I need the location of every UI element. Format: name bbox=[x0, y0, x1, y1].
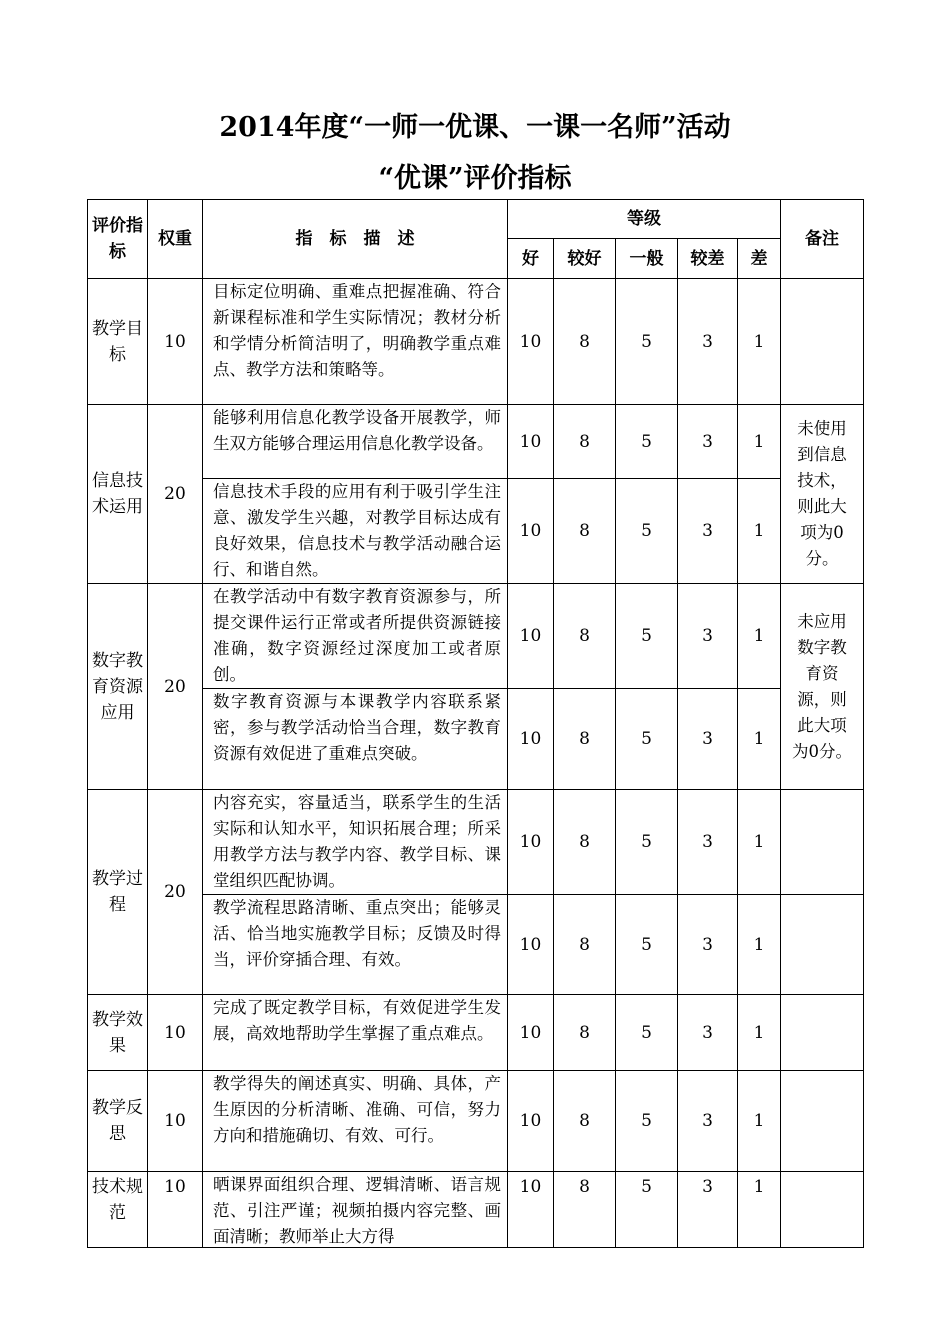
score-cell: 3 bbox=[678, 279, 738, 405]
header-level-good: 好 bbox=[508, 239, 554, 279]
score-cell: 1 bbox=[738, 689, 781, 790]
table-row bbox=[88, 1071, 864, 1172]
score-cell: 8 bbox=[554, 479, 616, 584]
score-cell: 5 bbox=[616, 1071, 678, 1172]
score-cell: 3 bbox=[678, 689, 738, 790]
table-row bbox=[88, 279, 864, 405]
description-cell: 在教学活动中有数字教育资源参与，所提交课件运行正常或者所提供资源链接准确，数字资源经过深度加工或者原创。 bbox=[203, 584, 508, 689]
table-row bbox=[88, 895, 864, 995]
table-row bbox=[88, 584, 864, 689]
remark-cell bbox=[781, 790, 864, 895]
score-cell: 3 bbox=[678, 1172, 738, 1248]
description-cell: 信息技术手段的应用有利于吸引学生注意、激发学生兴趣，对教学目标达成有良好效果，信息技术与教学活动融合运行、和谐自然。 bbox=[203, 479, 508, 584]
score-cell: 3 bbox=[678, 584, 738, 689]
remark-cell: 未使用到信息技术，则此大项为0分。 bbox=[781, 405, 864, 584]
header-level-average: 一般 bbox=[616, 239, 678, 279]
score-cell: 5 bbox=[616, 405, 678, 479]
description-cell: 教学得失的阐述真实、明确、具体，产生原因的分析清晰、准确、可信，努力方向和措施确切、有效、可行。 bbox=[203, 1071, 508, 1172]
score-cell: 8 bbox=[554, 790, 616, 895]
description-cell: 教学流程思路清晰、重点突出；能够灵活、恰当地实施教学目标；反馈及时得当，评价穿插合理、有效。 bbox=[203, 895, 508, 995]
remark-cell bbox=[781, 1071, 864, 1172]
evaluation-table bbox=[87, 199, 864, 1248]
table-row bbox=[88, 689, 864, 790]
document-subtitle: “优课”评价指标 bbox=[378, 163, 572, 194]
description-cell: 内容充实，容量适当，联系学生的生活实际和认知水平，知识拓展合理；所采用教学方法与教学内容、教学目标、课堂组织匹配协调。 bbox=[203, 790, 508, 895]
header-indicator: 评价指标 bbox=[88, 200, 148, 279]
score-cell: 8 bbox=[554, 689, 616, 790]
score-cell: 8 bbox=[554, 584, 616, 689]
score-cell: 5 bbox=[616, 584, 678, 689]
score-cell: 10 bbox=[508, 405, 554, 479]
score-cell: 10 bbox=[508, 1071, 554, 1172]
score-cell: 10 bbox=[508, 895, 554, 995]
remark-cell bbox=[781, 279, 864, 405]
description-cell: 完成了既定教学目标，有效促进学生发展，高效地帮助学生掌握了重点难点。 bbox=[203, 995, 508, 1071]
category-cell: 信息技术运用 bbox=[88, 405, 148, 584]
score-cell: 3 bbox=[678, 995, 738, 1071]
score-cell: 10 bbox=[508, 584, 554, 689]
score-cell: 1 bbox=[738, 790, 781, 895]
score-cell: 1 bbox=[738, 479, 781, 584]
weight-cell: 20 bbox=[148, 405, 203, 584]
table-row bbox=[88, 479, 864, 584]
score-cell: 5 bbox=[616, 479, 678, 584]
remark-cell bbox=[781, 895, 864, 995]
header-level-fairly-good: 较好 bbox=[554, 239, 616, 279]
score-cell: 8 bbox=[554, 279, 616, 405]
remark-cell: 未应用数字教育资源，则此大项为0分。 bbox=[781, 584, 864, 790]
weight-cell: 10 bbox=[148, 1172, 203, 1248]
table-row bbox=[88, 405, 864, 479]
score-cell: 5 bbox=[616, 279, 678, 405]
score-cell: 10 bbox=[508, 790, 554, 895]
score-cell: 1 bbox=[738, 1071, 781, 1172]
description-cell: 能够利用信息化教学设备开展教学，师生双方能够合理运用信息化教学设备。 bbox=[203, 405, 508, 479]
score-cell: 8 bbox=[554, 405, 616, 479]
weight-cell: 10 bbox=[148, 995, 203, 1071]
table-row bbox=[88, 995, 864, 1071]
score-cell: 3 bbox=[678, 479, 738, 584]
score-cell: 1 bbox=[738, 995, 781, 1071]
table-row bbox=[88, 790, 864, 895]
score-cell: 8 bbox=[554, 1172, 616, 1248]
score-cell: 8 bbox=[554, 895, 616, 995]
table-row bbox=[88, 1172, 864, 1248]
score-cell: 8 bbox=[554, 995, 616, 1071]
header-description: 指 标 描 述 bbox=[203, 200, 508, 279]
remark-cell bbox=[781, 995, 864, 1071]
category-cell: 教学过程 bbox=[88, 790, 148, 995]
category-cell: 教学反思 bbox=[88, 1071, 148, 1172]
header-weight: 权重 bbox=[148, 200, 203, 279]
score-cell: 3 bbox=[678, 405, 738, 479]
remark-cell bbox=[781, 1172, 864, 1248]
score-cell: 10 bbox=[508, 279, 554, 405]
score-cell: 5 bbox=[616, 689, 678, 790]
score-cell: 5 bbox=[616, 1172, 678, 1248]
score-cell: 10 bbox=[508, 689, 554, 790]
score-cell: 1 bbox=[738, 279, 781, 405]
score-cell: 10 bbox=[508, 995, 554, 1071]
document-title: 2014年度“一师一优课、一课一名师”活动 bbox=[219, 112, 731, 143]
score-cell: 8 bbox=[554, 1071, 616, 1172]
category-cell: 教学目标 bbox=[88, 279, 148, 405]
header-grade: 等级 bbox=[508, 200, 781, 239]
score-cell: 10 bbox=[508, 479, 554, 584]
header-remark: 备注 bbox=[781, 200, 864, 279]
weight-cell: 20 bbox=[148, 584, 203, 790]
category-cell: 技术规范 bbox=[88, 1172, 148, 1248]
category-cell: 数字教育资源应用 bbox=[88, 584, 148, 790]
category-cell: 教学效果 bbox=[88, 995, 148, 1071]
score-cell: 5 bbox=[616, 895, 678, 995]
weight-cell: 10 bbox=[148, 279, 203, 405]
score-cell: 1 bbox=[738, 895, 781, 995]
weight-cell: 20 bbox=[148, 790, 203, 995]
description-cell: 目标定位明确、重难点把握准确、符合新课程标准和学生实际情况；教材分析和学情分析简洁明了，明确教学重点难点、教学方法和策略等。 bbox=[203, 279, 508, 405]
weight-cell: 10 bbox=[148, 1071, 203, 1172]
description-cell: 数字教育资源与本课教学内容联系紧密，参与教学活动恰当合理，数字教育资源有效促进了重难点突破。 bbox=[203, 689, 508, 790]
score-cell: 5 bbox=[616, 995, 678, 1071]
score-cell: 1 bbox=[738, 405, 781, 479]
description-text: 晒课界面组织合理、逻辑清晰、语言规范、引注严谨；视频拍摄内容完整、画面清晰；教师举止大方得 bbox=[213, 1175, 501, 1246]
score-cell: 1 bbox=[738, 584, 781, 689]
score-cell: 3 bbox=[678, 895, 738, 995]
score-cell: 10 bbox=[508, 1172, 554, 1248]
score-cell: 3 bbox=[678, 1071, 738, 1172]
description-cell bbox=[203, 1172, 508, 1248]
header-level-poor: 差 bbox=[738, 239, 781, 279]
score-cell: 3 bbox=[678, 790, 738, 895]
header-level-fairly-poor: 较差 bbox=[678, 239, 738, 279]
score-cell: 5 bbox=[616, 790, 678, 895]
score-cell: 1 bbox=[738, 1172, 781, 1248]
